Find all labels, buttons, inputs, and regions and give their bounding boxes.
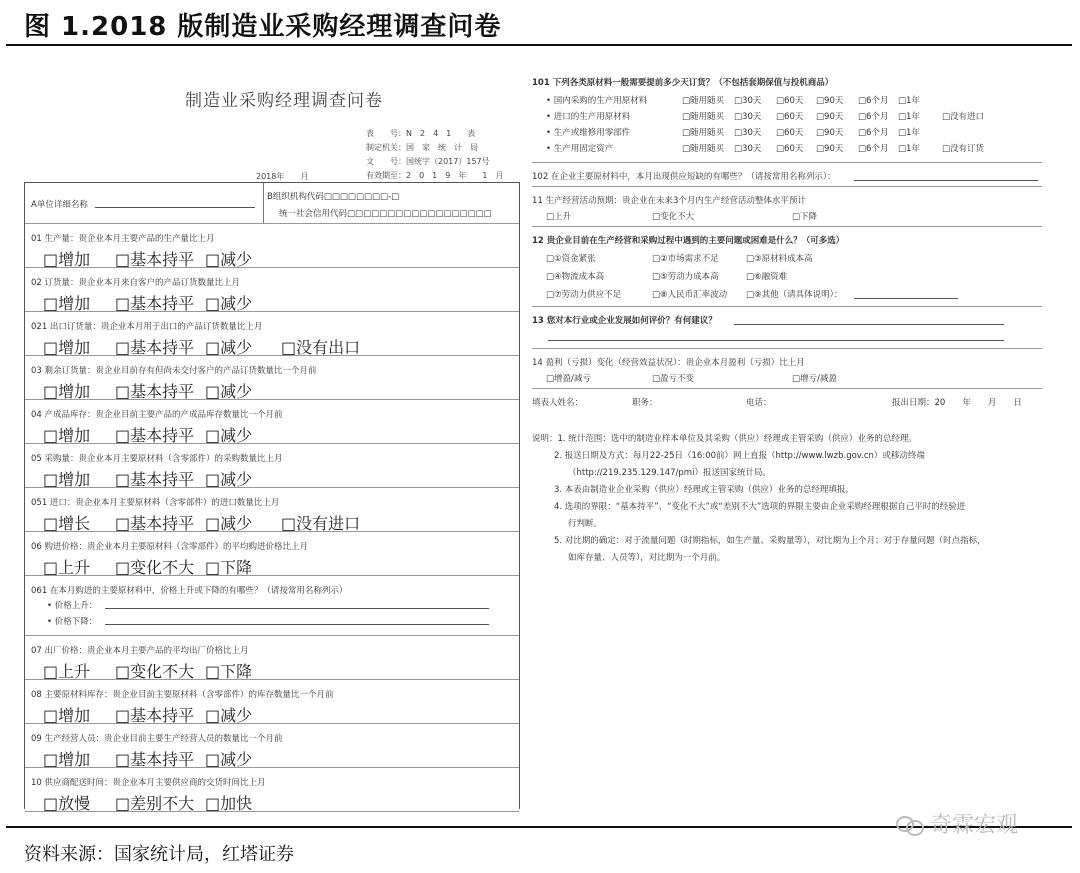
question-section (25, 311, 519, 356)
option-checkbox-label: □没有出口 (281, 338, 361, 357)
option-checkbox[interactable] (776, 142, 803, 154)
question-section (25, 223, 519, 268)
price-line-label: • 价格上升： (47, 601, 98, 611)
q14-question: 14 盈利（亏损）变化（经营效益状况）：贵企业本月盈利（亏损）比上月 (532, 358, 805, 368)
option-checkbox-label: □6个月 (858, 144, 889, 154)
option-checkbox[interactable] (734, 94, 761, 106)
credit-code-label: 统一社会信用代码□□□□□□□□□□□□□□□□□□ (279, 209, 492, 219)
option-checkbox-label: □增加 (43, 706, 91, 725)
option-checkbox-label: □⑧人民币汇率波动 (652, 290, 728, 300)
option-checkbox-label: □没有进口 (942, 112, 985, 122)
option-checkbox-label: □60天 (776, 128, 804, 138)
option-checkbox-label: □没有订货 (942, 144, 985, 154)
form-date: 2018年 月 (256, 172, 309, 181)
option-checkbox-label: □⑥融资难 (746, 272, 788, 282)
option-checkbox-label: □基本持平 (115, 338, 195, 357)
question-section (25, 575, 519, 636)
q12-question: 12 贵企业目前在生产经营和采购过程中遇到的主要问题或困难是什么？（可多选） (532, 236, 845, 246)
option-checkbox[interactable] (546, 372, 591, 384)
option-checkbox-label: □基本持平 (115, 750, 195, 769)
option-checkbox-label: □减少 (205, 750, 253, 769)
question-text: 03 剩余订货量：贵企业目前存有但尚未交付客户的产品订货数量比一个月前 (31, 366, 317, 376)
option-checkbox[interactable] (858, 110, 888, 122)
option-checkbox-label: □随用随买 (682, 144, 725, 154)
option-checkbox[interactable] (43, 791, 90, 814)
org-code-label: B组织机构代码□□□□□□□□-□ (267, 192, 400, 202)
option-checkbox[interactable] (734, 142, 761, 154)
option-checkbox[interactable] (682, 142, 724, 154)
q101-row-label: • 进口的生产用原材料 (546, 112, 631, 122)
option-checkbox[interactable] (746, 288, 842, 300)
option-checkbox-label: □减少 (205, 294, 253, 313)
option-checkbox[interactable] (898, 94, 920, 106)
option-checkbox-label: □下降 (205, 662, 253, 681)
report-date-label: 报出日期：20 年 月 日 (892, 398, 1022, 408)
option-checkbox-label: □差别不大 (115, 794, 195, 813)
note-line: （http://219.235.129.147/pmi）报送国家统计局。 (568, 468, 771, 478)
question-text: 10 供应商配送时间：贵企业本月主要供应商的交货时间比上月 (31, 778, 266, 788)
question-text: 08 主要原材料库存：贵企业目前主要原材料（含零部件）的库存数量比一个月前 (31, 690, 334, 700)
option-checkbox-label: □增加 (43, 750, 91, 769)
option-checkbox-label: □90天 (816, 128, 844, 138)
price-line-field[interactable] (105, 624, 489, 625)
option-checkbox[interactable] (682, 110, 724, 122)
option-checkbox-label: □①资金紧张 (546, 254, 596, 264)
option-checkbox-label: □基本持平 (115, 382, 195, 401)
option-checkbox-label: □变化不大 (115, 558, 195, 577)
question-section (25, 443, 519, 488)
option-checkbox-label: □基本持平 (115, 294, 195, 313)
option-checkbox[interactable] (652, 252, 719, 264)
option-checkbox-label: □增盈/减亏 (546, 374, 591, 384)
option-checkbox-label: □减少 (205, 382, 253, 401)
option-checkbox[interactable] (746, 252, 813, 264)
option-checkbox-label: □减少 (205, 338, 253, 357)
option-checkbox[interactable] (546, 288, 621, 300)
option-checkbox[interactable] (734, 126, 761, 138)
option-checkbox[interactable] (546, 270, 604, 282)
q12-other-line[interactable] (854, 298, 958, 299)
q13-line-1[interactable] (734, 324, 1004, 325)
option-checkbox-label: □随用随买 (682, 96, 725, 106)
form-meta-2: 制定机关：国 家 统 计 局 (366, 143, 478, 152)
question-text: 021 出口订货量：贵企业本月用于出口的产品订货数量比上月 (31, 322, 263, 332)
question-text: 061 在本月购进的主要原材料中，价格上升或下降的有哪些？（请按常用名称列示） (31, 586, 348, 596)
option-checkbox-label: □90天 (816, 96, 844, 106)
option-checkbox-label: □30天 (734, 112, 762, 122)
note-line: 3. 本表由制造业企业采购（供应）经理或主管采购（供应）业务的总经理填报。 (554, 485, 854, 495)
q13-question: 13 您对本行业或企业发展如何评价？有何建议？ (532, 316, 717, 326)
option-checkbox[interactable] (898, 110, 920, 122)
option-checkbox-label: □放慢 (43, 794, 91, 813)
note-line: 行判断。 (568, 519, 603, 529)
option-checkbox[interactable] (898, 126, 920, 138)
option-checkbox-label: □30天 (734, 128, 762, 138)
option-checkbox-label: □②市场需求不足 (652, 254, 719, 264)
divider (532, 388, 1042, 389)
option-checkbox[interactable] (942, 142, 984, 154)
option-checkbox-label: □基本持平 (115, 470, 195, 489)
note-line: 说明：1. 统计范围：选中的制造业样本单位及其采购（供应）经理或主管采购（供应）业务的总经理。 (532, 434, 917, 444)
option-checkbox-label: □加快 (205, 794, 253, 813)
question-section (25, 767, 519, 812)
q13-line-2[interactable] (548, 340, 1004, 341)
option-checkbox[interactable] (792, 372, 837, 384)
note-line: 2. 报送日期及方式：每月22-25日（16:00前）网上直报（http://www.lwzb.gov.cn）或移动终端 (554, 451, 925, 461)
option-checkbox-label: □1年 (898, 112, 920, 122)
q101-row-label: • 生产或维修用零部件 (546, 128, 631, 138)
position-label: 职务： (632, 398, 658, 408)
option-checkbox-label: □④物流成本高 (546, 272, 605, 282)
option-checkbox-label: □下降 (792, 212, 818, 222)
option-checkbox-label: □增长 (43, 514, 91, 533)
q102-question: 102 在企业主要原材料中，本月出现供应短缺的有哪些？（请按常用名称列示）： (532, 172, 836, 182)
option-checkbox-label: □减少 (205, 426, 253, 445)
question-text: 09 生产经营人员：贵企业目前主要生产经营人员的数量比一个月前 (31, 734, 283, 744)
price-line-field[interactable] (105, 608, 489, 609)
question-text: 01 生产量：贵企业本月主要产品的生产量比上月 (31, 234, 215, 244)
question-section (25, 679, 519, 724)
question-text: 07 出厂价格：贵企业本月主要产品的平均出厂价格比上月 (31, 646, 249, 656)
question-section (25, 487, 519, 532)
option-checkbox[interactable] (898, 142, 920, 154)
watermark-text: 奇霖宏观 (930, 813, 1019, 838)
option-checkbox-label: □增加 (43, 294, 91, 313)
option-checkbox-label: □60天 (776, 144, 804, 154)
question-section (25, 531, 519, 576)
option-checkbox[interactable] (682, 94, 724, 106)
option-checkbox-label: □增加 (43, 426, 91, 445)
left-form-panel (24, 182, 520, 813)
unit-name-field[interactable] (95, 207, 255, 208)
form-title: 制造业采购经理调查问卷 (185, 91, 383, 111)
option-checkbox-label: □6个月 (858, 112, 889, 122)
option-checkbox[interactable] (682, 126, 724, 138)
divider (532, 186, 1042, 187)
option-checkbox-label: □60天 (776, 112, 804, 122)
question-section (25, 635, 519, 680)
option-checkbox-label: □90天 (816, 144, 844, 154)
option-checkbox[interactable] (205, 791, 252, 814)
option-checkbox-label: □随用随买 (682, 112, 725, 122)
option-checkbox-label: □增亏/减盈 (792, 374, 837, 384)
question-text: 04 产成品库存：贵企业目前主要产品的产成品库存数量比一个月前 (31, 410, 283, 420)
question-text: 051 进口：贵企业本月主要原材料（含零部件）的进口数量比上月 (31, 498, 280, 508)
option-checkbox-label: □6个月 (858, 128, 889, 138)
option-checkbox[interactable] (776, 126, 803, 138)
figure-title: 图 1.2018 版制造业采购经理调查问卷 (24, 12, 502, 42)
option-checkbox-label: □③原材料成本高 (746, 254, 813, 264)
option-checkbox-label: □减少 (205, 250, 253, 269)
price-line-label: • 价格下降： (47, 617, 98, 627)
note-line: 4. 选项的界限：“基本持平”、“变化不大”或“差别不大”选项的界限主要由企业采购经理根据自己平时的经验进 (554, 502, 966, 512)
option-checkbox[interactable] (942, 110, 984, 122)
option-checkbox-label: □30天 (734, 96, 762, 106)
divider (532, 162, 1042, 163)
q102-answer-line[interactable] (854, 180, 1038, 181)
divider (532, 226, 1042, 227)
source-note: 资料来源：国家统计局，红塔证券 (24, 844, 294, 865)
option-checkbox[interactable] (858, 126, 888, 138)
option-checkbox[interactable] (792, 210, 817, 222)
option-checkbox-label: □⑦劳动力供应不足 (546, 290, 622, 300)
option-checkbox-label: □1年 (898, 144, 920, 154)
option-checkbox-label: □60天 (776, 96, 804, 106)
option-checkbox-label: □基本持平 (115, 250, 195, 269)
header-divider (263, 183, 264, 223)
q101-question: 101 下列各类原材料一般需要提前多少天订货？（不包括套期保值与投机商品） (532, 78, 834, 88)
option-checkbox[interactable] (546, 210, 571, 222)
wechat-icon (896, 814, 924, 834)
option-checkbox-label: □减少 (205, 514, 253, 533)
option-checkbox-label: □上升 (546, 212, 572, 222)
top-rule (6, 44, 1072, 46)
divider (532, 306, 1042, 307)
option-checkbox[interactable] (816, 126, 843, 138)
option-checkbox[interactable] (652, 288, 727, 300)
option-checkbox[interactable] (652, 270, 719, 282)
form-meta-4: 有效期至：2 0 1 9 年 1 月 (366, 171, 504, 180)
question-text: 06 购进价格：贵企业本月主要原材料（含零部件）的平均购进价格比上月 (31, 542, 309, 552)
form-meta-3: 文 号：国统字（2017）157号 (366, 157, 490, 166)
question-section (25, 355, 519, 400)
form-meta-1: 表 号：N 2 4 1 表 (366, 129, 476, 138)
option-checkbox-label: □减少 (205, 706, 253, 725)
option-checkbox-label: □随用随买 (682, 128, 725, 138)
note-line: 5. 对比期的确定：对于流量问题（时期指标，如生产量、采购量等），对比期为上个月；对于存量问题（时点指标， (554, 536, 986, 546)
phone-label: 电话： (746, 398, 772, 408)
option-checkbox[interactable] (816, 142, 843, 154)
option-checkbox-label: □1年 (898, 128, 920, 138)
option-checkbox-label: □下降 (205, 558, 253, 577)
option-checkbox-label: □⑤劳动力成本高 (652, 272, 719, 282)
unit-name-label: A单位详细名称 (31, 200, 88, 210)
option-checkbox-label: □减少 (205, 470, 253, 489)
option-checkbox-label: □变化不大 (115, 662, 195, 681)
option-checkbox[interactable] (746, 270, 787, 282)
option-checkbox[interactable] (115, 791, 194, 814)
q101-row-label: • 生产用固定资产 (546, 144, 614, 154)
option-checkbox-label: □⑨其他（请具体说明）： (746, 290, 843, 300)
option-checkbox-label: □1年 (898, 96, 920, 106)
question-text: 02 订货量：贵企业本月来自客户的产品订货数量比上月 (31, 278, 241, 288)
option-checkbox-label: □上升 (43, 558, 91, 577)
option-checkbox[interactable] (816, 110, 843, 122)
option-checkbox-label: □90天 (816, 112, 844, 122)
question-text: 05 采购量：贵企业本月主要原材料（含零部件）的采购数量比上月 (31, 454, 283, 464)
option-checkbox-label: □30天 (734, 144, 762, 154)
filler-name-label: 填表人姓名： (532, 398, 584, 408)
option-checkbox-label: □6个月 (858, 96, 889, 106)
option-checkbox-label: □基本持平 (115, 426, 195, 445)
option-checkbox-label: □基本持平 (115, 514, 195, 533)
option-checkbox-label: □增加 (43, 470, 91, 489)
option-checkbox[interactable] (652, 372, 694, 384)
watermark (896, 808, 1018, 839)
q101-row-label: • 国内采购的生产用原材料 (546, 96, 648, 106)
option-checkbox[interactable] (776, 110, 803, 122)
option-checkbox-label: □没有进口 (281, 514, 361, 533)
header-fields (25, 183, 519, 224)
option-checkbox-label: □增加 (43, 382, 91, 401)
option-checkbox-label: □盈亏不变 (652, 374, 695, 384)
option-checkbox[interactable] (858, 94, 888, 106)
question-section (25, 267, 519, 312)
divider (532, 348, 1042, 349)
option-checkbox[interactable] (858, 142, 888, 154)
option-checkbox-label: □变化不大 (652, 212, 695, 222)
option-checkbox[interactable] (734, 110, 761, 122)
option-checkbox-label: □基本持平 (115, 706, 195, 725)
option-checkbox[interactable] (776, 94, 803, 106)
option-checkbox[interactable] (652, 210, 694, 222)
option-checkbox[interactable] (816, 94, 843, 106)
option-checkbox[interactable] (546, 252, 596, 264)
option-checkbox-label: □增加 (43, 250, 91, 269)
question-section (25, 723, 519, 768)
q11-question: 11 生产经营活动预期：贵企业在未来3个月内生产经营活动整体水平预计 (532, 196, 806, 206)
option-checkbox-label: □增加 (43, 338, 91, 357)
option-checkbox-label: □上升 (43, 662, 91, 681)
question-section (25, 399, 519, 444)
note-line: 如库存量、人员等），对比期为一个月前。 (568, 553, 726, 563)
